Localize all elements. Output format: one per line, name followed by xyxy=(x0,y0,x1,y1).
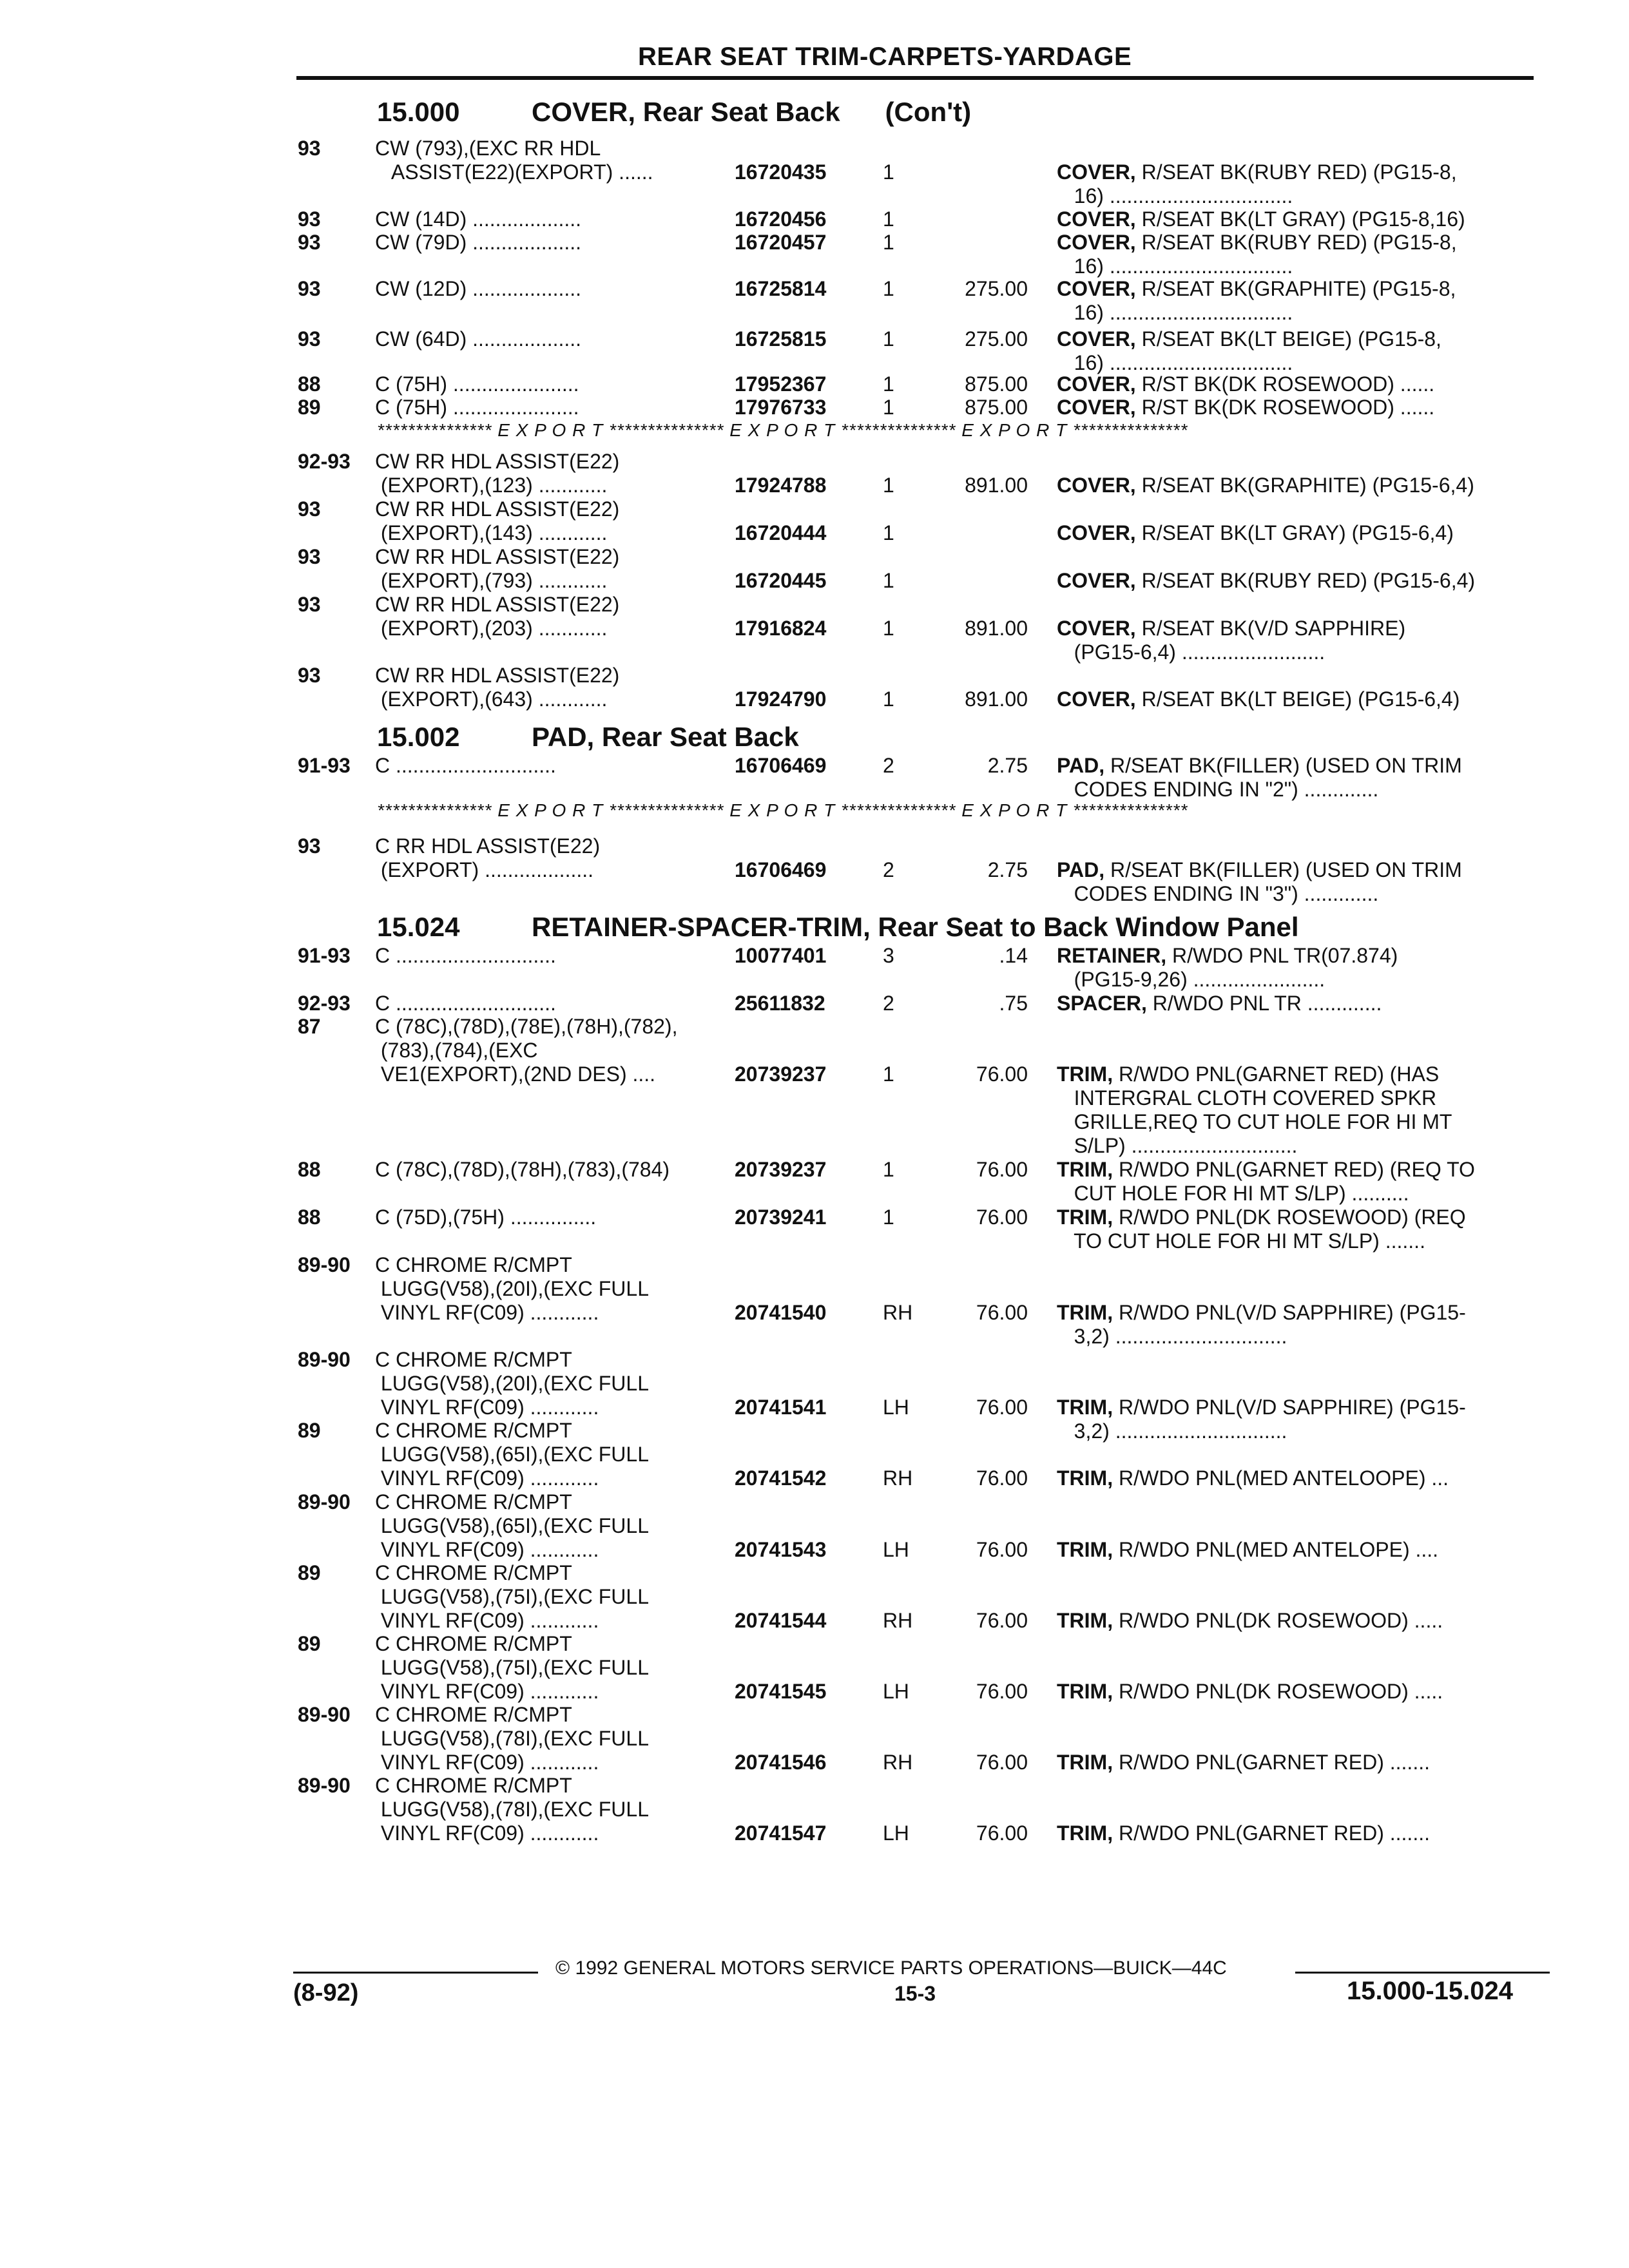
usage-description: CW (79D) ................... xyxy=(375,231,582,254)
item-description xyxy=(1057,1206,1466,1229)
item-text: R/WDO PNL(MED ANTELOPE) .... xyxy=(1113,1538,1439,1561)
quantity: 1 xyxy=(883,327,894,351)
usage-description: C CHROME R/CMPT xyxy=(375,1490,572,1514)
quantity: 1 xyxy=(883,474,894,497)
part-number: 20741542 xyxy=(735,1466,827,1490)
model-year: 89-90 xyxy=(298,1774,351,1797)
model-year: 93 xyxy=(298,231,321,254)
model-year: 89-90 xyxy=(298,1348,351,1371)
model-year: 89 xyxy=(298,1632,321,1655)
usage-description: C (75H) ...................... xyxy=(375,372,579,396)
quantity: LH xyxy=(883,1538,909,1561)
item-description xyxy=(1057,255,1293,278)
footer-rule xyxy=(293,1972,538,1974)
item-description xyxy=(1057,474,1474,497)
usage-description: CW (14D) ................... xyxy=(375,207,582,231)
quantity: 2 xyxy=(883,754,894,777)
item-text: R/SEAT BK(RUBY RED) (PG15-6,4) xyxy=(1135,569,1476,592)
item-text: R/WDO PNL(DK ROSEWOOD) ..... xyxy=(1113,1609,1443,1632)
model-year: 93 xyxy=(298,545,321,568)
usage-description: VINYL RF(C09) ............ xyxy=(375,1751,599,1774)
quantity: 1 xyxy=(883,277,894,300)
item-description xyxy=(1057,1821,1430,1845)
usage-description: (EXPORT),(793) ............ xyxy=(375,569,608,592)
quantity: 3 xyxy=(883,944,894,967)
item-description xyxy=(1057,301,1293,325)
item-keyword: COVER, xyxy=(1057,207,1136,231)
quantity: LH xyxy=(883,1821,909,1845)
quantity: 1 xyxy=(883,687,894,711)
price: 76.00 xyxy=(976,1206,1028,1229)
model-year: 89-90 xyxy=(298,1703,351,1726)
item-description xyxy=(1057,1396,1466,1419)
item-text: (PG15-6,4) ......................... xyxy=(1057,640,1325,664)
item-text: R/WDO PNL(DK ROSEWOOD) (REQ xyxy=(1113,1206,1466,1229)
item-text: R/SEAT BK(RUBY RED) (PG15-8, xyxy=(1135,231,1457,254)
export-banner: *************** E X P O R T *************** E X P O R T *************** E X P O R T *************** xyxy=(377,800,1188,820)
model-year: 93 xyxy=(298,834,321,858)
usage-description: LUGG(V58),(75I),(EXC FULL xyxy=(375,1656,649,1679)
quantity: 1 xyxy=(883,160,894,184)
model-year: 93 xyxy=(298,327,321,351)
price: 76.00 xyxy=(976,1301,1028,1324)
item-description xyxy=(1057,1062,1439,1086)
item-text: R/SEAT BK(LT BEIGE) (PG15-6,4) xyxy=(1135,687,1460,711)
part-number: 16720457 xyxy=(735,231,827,254)
section-number: 15.002 xyxy=(377,722,460,752)
item-description xyxy=(1057,396,1434,419)
model-year: 93 xyxy=(298,137,321,160)
item-description xyxy=(1057,1086,1436,1110)
item-keyword: COVER, xyxy=(1057,160,1136,184)
model-year: 93 xyxy=(298,277,321,300)
item-description xyxy=(1057,1134,1297,1158)
usage-description: C ............................ xyxy=(375,992,556,1015)
item-text: R/SEAT BK(FILLER) (USED ON TRIM xyxy=(1104,858,1462,881)
usage-description: CW RR HDL ASSIST(E22) xyxy=(375,593,620,616)
item-text: 16) ................................ xyxy=(1057,255,1293,278)
price: 76.00 xyxy=(976,1538,1028,1561)
part-number: 20741546 xyxy=(735,1751,827,1774)
quantity: 2 xyxy=(883,992,894,1015)
item-keyword: TRIM, xyxy=(1057,1396,1113,1419)
item-description xyxy=(1057,521,1454,545)
usage-description: C ............................ xyxy=(375,754,556,777)
price: 76.00 xyxy=(976,1751,1028,1774)
part-number: 20741544 xyxy=(735,1609,827,1632)
item-description xyxy=(1057,640,1325,664)
price: 2.75 xyxy=(987,858,1028,881)
usage-description: C ............................ xyxy=(375,944,556,967)
usage-description: (EXPORT),(203) ............ xyxy=(375,617,608,640)
section-number: 15.000 xyxy=(377,97,460,127)
item-text: R/WDO PNL(V/D SAPPHIRE) (PG15- xyxy=(1113,1396,1466,1419)
item-text: R/SEAT BK(V/D SAPPHIRE) xyxy=(1135,617,1406,640)
item-text: R/WDO PNL(GARNET RED) ....... xyxy=(1113,1821,1430,1845)
usage-description: C RR HDL ASSIST(E22) xyxy=(375,834,601,858)
usage-description: LUGG(V58),(65I),(EXC FULL xyxy=(375,1514,649,1537)
item-description xyxy=(1057,968,1325,992)
price: .75 xyxy=(999,992,1028,1015)
usage-description: LUGG(V58),(78I),(EXC FULL xyxy=(375,1798,649,1821)
item-description xyxy=(1057,882,1378,906)
quantity: 1 xyxy=(883,617,894,640)
price: 76.00 xyxy=(976,1062,1028,1086)
usage-description: C CHROME R/CMPT xyxy=(375,1419,572,1442)
item-text: R/SEAT BK(LT BEIGE) (PG15-8, xyxy=(1135,327,1441,351)
item-description xyxy=(1057,1325,1287,1349)
item-text: R/SEAT BK(GRAPHITE) (PG15-6,4) xyxy=(1135,474,1474,497)
item-description xyxy=(1057,1609,1443,1633)
item-description xyxy=(1057,1466,1449,1490)
item-description xyxy=(1057,1680,1443,1704)
usage-description: CW RR HDL ASSIST(E22) xyxy=(375,545,620,568)
item-keyword: TRIM, xyxy=(1057,1301,1113,1324)
footer-date: (8-92) xyxy=(293,1979,359,2006)
price: 76.00 xyxy=(976,1466,1028,1490)
item-keyword: COVER, xyxy=(1057,231,1136,254)
price: 76.00 xyxy=(976,1158,1028,1181)
usage-description: (783),(784),(EXC xyxy=(375,1039,538,1062)
usage-description: CW RR HDL ASSIST(E22) xyxy=(375,664,620,687)
part-number: 20741543 xyxy=(735,1538,827,1561)
section-heading xyxy=(377,97,971,128)
part-number: 16706469 xyxy=(735,754,827,777)
item-description xyxy=(1057,327,1441,351)
part-number: 20739241 xyxy=(735,1206,827,1229)
usage-description: C CHROME R/CMPT xyxy=(375,1348,572,1371)
item-keyword: PAD, xyxy=(1057,858,1105,881)
model-year: 89 xyxy=(298,396,321,419)
item-text: R/SEAT BK(GRAPHITE) (PG15-8, xyxy=(1135,277,1456,300)
price: .14 xyxy=(999,944,1028,967)
item-keyword: COVER, xyxy=(1057,396,1136,419)
part-number: 20739237 xyxy=(735,1062,827,1086)
usage-description: C CHROME R/CMPT xyxy=(375,1253,572,1276)
quantity: LH xyxy=(883,1396,909,1419)
item-text: R/SEAT BK(LT GRAY) (PG15-8,16) xyxy=(1135,207,1465,231)
item-keyword: TRIM, xyxy=(1057,1466,1113,1490)
usage-description: C CHROME R/CMPT xyxy=(375,1774,572,1797)
usage-description: ASSIST(E22)(EXPORT) ...... xyxy=(375,160,653,184)
model-year: 88 xyxy=(298,1206,321,1229)
model-year: 93 xyxy=(298,497,321,521)
part-number: 20741547 xyxy=(735,1821,827,1845)
part-number: 16720435 xyxy=(735,160,827,184)
item-keyword: PAD, xyxy=(1057,754,1105,777)
model-year: 89 xyxy=(298,1561,321,1584)
price: 76.00 xyxy=(976,1680,1028,1703)
item-keyword: COVER, xyxy=(1057,687,1136,711)
usage-description: (EXPORT) ................... xyxy=(375,858,594,881)
item-description xyxy=(1057,992,1382,1015)
model-year: 92-93 xyxy=(298,992,351,1015)
part-number: 16725815 xyxy=(735,327,827,351)
item-description xyxy=(1057,1182,1409,1206)
footer-rule xyxy=(1295,1972,1550,1974)
quantity: RH xyxy=(883,1751,913,1774)
item-description xyxy=(1057,687,1460,711)
item-text: CUT HOLE FOR HI MT S/LP) .......... xyxy=(1057,1182,1409,1205)
model-year: 89 xyxy=(298,1419,321,1442)
quantity: 1 xyxy=(883,1206,894,1229)
section-note: (Con't) xyxy=(885,97,972,127)
item-description xyxy=(1057,1229,1425,1253)
price: 891.00 xyxy=(965,474,1028,497)
item-description xyxy=(1057,778,1378,802)
usage-description: LUGG(V58),(65I),(EXC FULL xyxy=(375,1443,649,1466)
part-number: 10077401 xyxy=(735,944,827,967)
quantity: 1 xyxy=(883,207,894,231)
item-keyword: RETAINER, xyxy=(1057,944,1167,967)
model-year: 87 xyxy=(298,1015,321,1038)
usage-description: C (78C),(78D),(78E),(78H),(782), xyxy=(375,1015,678,1038)
item-keyword: TRIM, xyxy=(1057,1062,1113,1086)
item-text: R/WDO PNL(GARNET RED) ....... xyxy=(1113,1751,1430,1774)
model-year: 89-90 xyxy=(298,1490,351,1514)
quantity: RH xyxy=(883,1609,913,1632)
item-text: GRILLE,REQ TO CUT HOLE FOR HI MT xyxy=(1057,1110,1452,1133)
item-text: (PG15-9,26) ....................... xyxy=(1057,968,1325,991)
quantity: RH xyxy=(883,1301,913,1324)
price: 875.00 xyxy=(965,396,1028,419)
usage-description: (EXPORT),(143) ............ xyxy=(375,521,608,544)
usage-description: (EXPORT),(643) ............ xyxy=(375,687,608,711)
price: 891.00 xyxy=(965,617,1028,640)
item-description xyxy=(1057,1538,1438,1562)
item-description xyxy=(1057,944,1398,968)
quantity: 1 xyxy=(883,396,894,419)
part-number: 16720456 xyxy=(735,207,827,231)
item-description xyxy=(1057,858,1462,882)
item-text: INTERGRAL CLOTH COVERED SPKR xyxy=(1057,1086,1437,1110)
item-description xyxy=(1057,1110,1452,1134)
price: 275.00 xyxy=(965,327,1028,351)
item-keyword: TRIM, xyxy=(1057,1821,1113,1845)
item-description xyxy=(1057,617,1405,640)
item-text: 16) ................................ xyxy=(1057,351,1293,374)
item-description xyxy=(1057,1158,1475,1182)
item-keyword: COVER, xyxy=(1057,372,1136,396)
quantity: 1 xyxy=(883,231,894,254)
model-year: 91-93 xyxy=(298,754,351,777)
item-keyword: TRIM, xyxy=(1057,1538,1113,1561)
part-number: 20741545 xyxy=(735,1680,827,1703)
section-range: 15.000-15.024 xyxy=(1347,1977,1514,2005)
usage-description: VE1(EXPORT),(2ND DES) .... xyxy=(375,1062,656,1086)
quantity: RH xyxy=(883,1466,913,1490)
part-number: 20741541 xyxy=(735,1396,827,1419)
price: 891.00 xyxy=(965,687,1028,711)
part-number: 20741540 xyxy=(735,1301,827,1324)
section-title: COVER, Rear Seat Back xyxy=(532,97,840,127)
item-text: R/WDO PNL TR(07.874) xyxy=(1166,944,1398,967)
item-description xyxy=(1057,160,1457,184)
part-number: 17952367 xyxy=(735,372,827,396)
usage-description: CW RR HDL ASSIST(E22) xyxy=(375,497,620,521)
item-text: CODES ENDING IN "2") ............. xyxy=(1057,778,1379,801)
model-year: 91-93 xyxy=(298,944,351,967)
item-text: 3,2) .............................. xyxy=(1057,1325,1287,1348)
item-text: R/WDO PNL(DK ROSEWOOD) ..... xyxy=(1113,1680,1443,1703)
quantity: 2 xyxy=(883,858,894,881)
part-number: 17916824 xyxy=(735,617,827,640)
header-rule xyxy=(296,76,1534,80)
part-number: 16706469 xyxy=(735,858,827,881)
page-title: REAR SEAT TRIM-CARPETS-YARDAGE xyxy=(638,43,1132,71)
usage-description: C (78C),(78D),(78H),(783),(784) xyxy=(375,1158,670,1181)
part-number: 16720444 xyxy=(735,521,827,544)
price: 875.00 xyxy=(965,372,1028,396)
quantity: 1 xyxy=(883,1062,894,1086)
usage-description: LUGG(V58),(20I),(EXC FULL xyxy=(375,1372,649,1395)
model-year: 88 xyxy=(298,1158,321,1181)
quantity: 1 xyxy=(883,569,894,592)
price: 2.75 xyxy=(987,754,1028,777)
item-keyword: COVER, xyxy=(1057,617,1136,640)
item-description xyxy=(1057,231,1457,255)
item-text: R/ST BK(DK ROSEWOOD) ...... xyxy=(1135,372,1435,396)
item-keyword: COVER, xyxy=(1057,521,1136,544)
usage-description: LUGG(V58),(75I),(EXC FULL xyxy=(375,1585,649,1608)
item-text: 16) ................................ xyxy=(1057,301,1293,324)
item-keyword: COVER, xyxy=(1057,277,1136,300)
price: 76.00 xyxy=(976,1396,1028,1419)
item-text: R/SEAT BK(FILLER) (USED ON TRIM xyxy=(1104,754,1462,777)
usage-description: VINYL RF(C09) ............ xyxy=(375,1538,599,1561)
usage-description: LUGG(V58),(78I),(EXC FULL xyxy=(375,1727,649,1750)
model-year: 89-90 xyxy=(298,1253,351,1276)
model-year: 93 xyxy=(298,593,321,616)
item-description xyxy=(1057,1301,1466,1325)
item-text: 3,2) .............................. xyxy=(1057,1419,1287,1443)
footer-copyright: © 1992 GENERAL MOTORS SERVICE PARTS OPERATIONS—BUICK—44C xyxy=(555,1957,1227,1979)
item-description xyxy=(1057,1419,1287,1443)
item-keyword: COVER, xyxy=(1057,474,1136,497)
item-text: R/WDO PNL(GARNET RED) (HAS xyxy=(1113,1062,1440,1086)
usage-description: CW RR HDL ASSIST(E22) xyxy=(375,450,620,473)
item-text: TO CUT HOLE FOR HI MT S/LP) ....... xyxy=(1057,1229,1425,1253)
price: 76.00 xyxy=(976,1821,1028,1845)
section-heading xyxy=(377,722,799,753)
part-number: 16725814 xyxy=(735,277,827,300)
usage-description: CW (64D) ................... xyxy=(375,327,582,351)
price: 76.00 xyxy=(976,1609,1028,1632)
item-description xyxy=(1057,372,1434,396)
usage-description: C CHROME R/CMPT xyxy=(375,1632,572,1655)
usage-description: VINYL RF(C09) ............ xyxy=(375,1609,599,1632)
usage-description: VINYL RF(C09) ............ xyxy=(375,1680,599,1703)
section-number: 15.024 xyxy=(377,912,460,942)
item-description xyxy=(1057,277,1456,301)
item-description xyxy=(1057,569,1475,593)
item-text: R/WDO PNL(GARNET RED) (REQ TO xyxy=(1113,1158,1475,1181)
item-text: R/ST BK(DK ROSEWOOD) ...... xyxy=(1135,396,1435,419)
usage-description: VINYL RF(C09) ............ xyxy=(375,1821,599,1845)
model-year: 93 xyxy=(298,207,321,231)
price: 275.00 xyxy=(965,277,1028,300)
item-description xyxy=(1057,184,1293,208)
item-description xyxy=(1057,1751,1430,1774)
quantity: 1 xyxy=(883,1158,894,1181)
section-title: PAD, Rear Seat Back xyxy=(532,722,799,752)
part-number: 17976733 xyxy=(735,396,827,419)
quantity: 1 xyxy=(883,372,894,396)
item-text: R/SEAT BK(RUBY RED) (PG15-8, xyxy=(1135,160,1457,184)
usage-description: CW (793),(EXC RR HDL xyxy=(375,137,601,160)
item-description xyxy=(1057,754,1462,778)
item-text: R/WDO PNL(MED ANTELOOPE) ... xyxy=(1113,1466,1449,1490)
item-description xyxy=(1057,207,1465,231)
part-number: 17924788 xyxy=(735,474,827,497)
usage-description: (EXPORT),(123) ............ xyxy=(375,474,608,497)
item-description xyxy=(1057,351,1293,375)
usage-description: VINYL RF(C09) ............ xyxy=(375,1466,599,1490)
item-keyword: COVER, xyxy=(1057,327,1136,351)
usage-description: VINYL RF(C09) ............ xyxy=(375,1396,599,1419)
item-text: R/WDO PNL(V/D SAPPHIRE) (PG15- xyxy=(1113,1301,1466,1324)
item-keyword: TRIM, xyxy=(1057,1206,1113,1229)
usage-description: C CHROME R/CMPT xyxy=(375,1561,572,1584)
usage-description: C (75D),(75H) ............... xyxy=(375,1206,597,1229)
part-number: 17924790 xyxy=(735,687,827,711)
usage-description: C (75H) ...................... xyxy=(375,396,579,419)
item-keyword: SPACER, xyxy=(1057,992,1147,1015)
usage-description: VINYL RF(C09) ............ xyxy=(375,1301,599,1324)
model-year: 93 xyxy=(298,664,321,687)
model-year: 92-93 xyxy=(298,450,351,473)
usage-description: CW (12D) ................... xyxy=(375,277,582,300)
part-number: 16720445 xyxy=(735,569,827,592)
quantity: 1 xyxy=(883,521,894,544)
section-title: RETAINER-SPACER-TRIM, Rear Seat to Back Window Panel xyxy=(532,912,1299,942)
item-keyword: COVER, xyxy=(1057,569,1136,592)
section-heading xyxy=(377,912,1299,943)
model-year: 88 xyxy=(298,372,321,396)
item-text: R/WDO PNL TR ............. xyxy=(1146,992,1382,1015)
item-keyword: TRIM, xyxy=(1057,1751,1113,1774)
usage-description: LUGG(V58),(20I),(EXC FULL xyxy=(375,1277,649,1300)
usage-description: C CHROME R/CMPT xyxy=(375,1703,572,1726)
item-text: S/LP) ............................. xyxy=(1057,1134,1298,1157)
part-number: 20739237 xyxy=(735,1158,827,1181)
part-number: 25611832 xyxy=(735,992,825,1015)
page-number: 15-3 xyxy=(894,1982,936,2005)
item-text: 16) ................................ xyxy=(1057,184,1293,207)
item-text: R/SEAT BK(LT GRAY) (PG15-6,4) xyxy=(1135,521,1454,544)
item-keyword: TRIM, xyxy=(1057,1609,1113,1632)
quantity: LH xyxy=(883,1680,909,1703)
item-keyword: TRIM, xyxy=(1057,1158,1113,1181)
item-keyword: TRIM, xyxy=(1057,1680,1113,1703)
item-text: CODES ENDING IN "3") ............. xyxy=(1057,882,1379,905)
export-banner: *************** E X P O R T *************** E X P O R T *************** E X P O R T *************** xyxy=(377,420,1188,440)
